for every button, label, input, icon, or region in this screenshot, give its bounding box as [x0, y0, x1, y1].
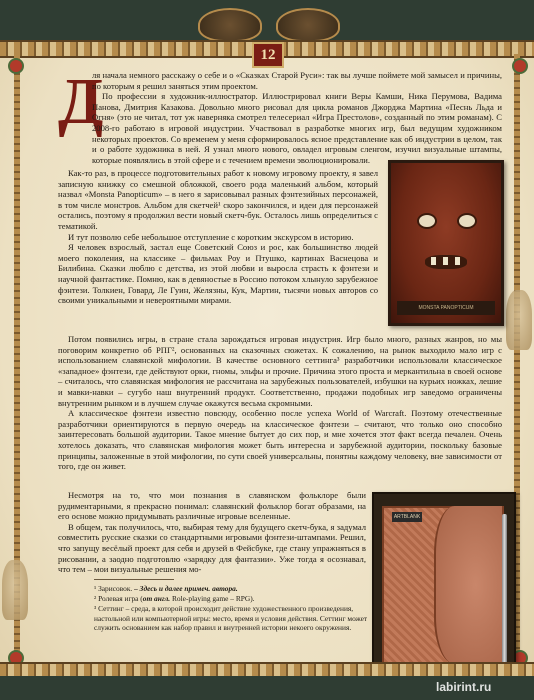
footnote: ³ Сеттинг – среда, в которой происходит действие художественного произведения, настольной или компьютерной игры: место, время и условия действия. Сеттинг может служить основанием как набор правил и внутренней истории некоего окружения. — [94, 604, 368, 632]
page-number: 12 — [252, 42, 284, 68]
leather-sketchbook-photo — [372, 492, 516, 682]
sketchbook-badge: ARTBLANK — [393, 514, 421, 520]
footnote: ¹ Зарисовок. – Здесь и далее примеч. автора. — [94, 584, 238, 593]
paragraph: А классическое фэнтези известно повсюду, особенно после успеха World of Warcraft. Поэтому отечественные разработчики ориентируются в первую очередь на классическое фэнтези – считают, что только оно способно заинтересовать большой аудитории. Такое мнение бытует до сих пор, и мне хочется этот факт всегда печален. Очень хотелось доказать, что славянская мифология может быть интересна и зарубежной аудитории, поскольку базовые принципы, заложенные в этой мифологии, по сути своей универсальны, понятны каждому человеку, вне зависимости от того, где он живет. — [58, 408, 502, 472]
watermark: labirint.ru — [436, 680, 492, 694]
monster-sketchbook-photo — [388, 160, 504, 326]
paragraph: По профессии я художник-иллюстратор. Иллюстрировал книги Веры Камши, Ника Перумова, Вадима Панова, Дмитрия Казакова. Довольно много рисовал для цикла романов Джорджа Мартина «Песнь Льда и Огня» (это не читал, тот уж наверняка смотрел телесериал «Игра Престолов», созданный по этим романам). С 2008-го работаю в игровой индустрии. Участвовал в разработке многих игр, был ведущим художником некоторых проектов. Со временем у меня сформировалось ясное представление как об индустрии в целом, так и о работе художника в ней. Я узнал много нового, овладел игровым сленгом, изучил визуальные штампы, которые появлялись в этой сфере и с течением времени эволюционировали. — [92, 91, 502, 165]
floral-corner-icon — [8, 58, 24, 74]
monster-tooth — [455, 257, 460, 265]
paragraph: И тут позволю себе небольшое отступление с коротким экскурсом в историю. — [68, 231, 354, 242]
paragraph: Потом появились игры, в стране стала зарождаться игровая индустрия. Игр было много, разных жанров, но мы поговорим конкретно об РПГ², основанных на сказочных сюжетах. К сожалению, на рынок выходило мало игр с использованием славянской мифологии. В качестве основного сеттинга³ разработчики использовали классическое «западное» фэнтези, где действуют орки, гномы, эльфы и прочие. Причина этого проста и меркантильна в своей основе – считалось, что славянская мифология не рассчитана на зарубежных пользователей, избушки на курьих ножках, лешие и мавки-навки – сугубо наш внутренний продукт. Соответственно, продажи подобных игр заведомо ограничены внутренним рынком и в лучшем случае окажутся весьма скромными. — [58, 334, 502, 408]
footnote: ² Ролевая игра (от англ. Role-playing game – RPG). — [94, 594, 255, 604]
dragon-ornament-right — [276, 8, 340, 42]
paragraph: Я человек взрослый, застал еще Советский Союз и рос, как большинство людей моего поколения, на классике – фильмах Роу и Птушко, картинах Васнецова и Билибина. Сказки люблю с детства, из этой любви и выросла страсть к фэнтези и научной фантастике. Помню, как в девяностые в Россию потоком хлынуло зарубежное фэнтези. Толкиен, Говард, Ле Гуин, Желязны, Кук, Мартин, тысячи новых авторов со своими уникальными и невероятными мирами. — [58, 242, 378, 306]
paragraph: ля начала немного расскажу о себе и о «Сказках Старой Руси»: так вы лучше поймете мой замысел и причины, по которым я решил заняться этим проектом. — [92, 70, 502, 91]
footnote-rule — [94, 579, 174, 580]
full-width-text — [58, 334, 502, 472]
side-creature-illustration-left — [2, 560, 28, 620]
paragraph: Как-то раз, в процессе подготовительных работ к новому игровому проекту, я завел записную книжку со смешной обложкой, своего рода маленький альбом, который назвал «Monsta Panopticum» – в него я зарисовывал разных фэнтезийных персонажей, в том числе монстров. Альбом для скетчей¹ скоро закончился, и идеи для персонажей остались, поэтому я продолжил вести новый скетч-бук. Осталось лишь определиться с тематикой. — [58, 168, 378, 231]
sketchbook-flap — [434, 506, 502, 664]
monster-tooth — [443, 257, 448, 265]
paragraph: В общем, так получилось, что, выбирая тему для будущего скетч-бука, я задумал совместить русские сказки со стандартными игровыми фэнтези-штампами. Решил, что запущу весёлый проект для себя и друзей в Фейсбуке, где стану упражняться в рисовании, а заодно подготовлю «зарядку для фантазии». Уже тогда я осознавал, что тем – мои визуальные решения мо- — [58, 521, 366, 575]
monster-eye — [457, 213, 477, 229]
drop-cap: Д — [58, 65, 104, 138]
sketchbook-title: MONSTA PANOPTICUM — [397, 301, 495, 315]
left-column-text — [58, 168, 378, 306]
footnotes — [94, 579, 372, 633]
intro-text — [92, 70, 502, 165]
dragon-ornament-left — [198, 8, 262, 42]
pen-icon — [502, 514, 507, 664]
floral-corner-icon — [512, 58, 528, 74]
monster-tooth — [431, 257, 436, 265]
side-creature-illustration — [506, 290, 532, 350]
left-column-text-2 — [58, 490, 366, 575]
paragraph: Несмотря на то, что мои познания в славянском фольклоре были рудиментарными, я прекрасно понимал: славянский фольклор богат образами, на его основе можно придумывать различные игровые вселенные. — [58, 490, 366, 522]
monster-eye — [417, 213, 437, 229]
